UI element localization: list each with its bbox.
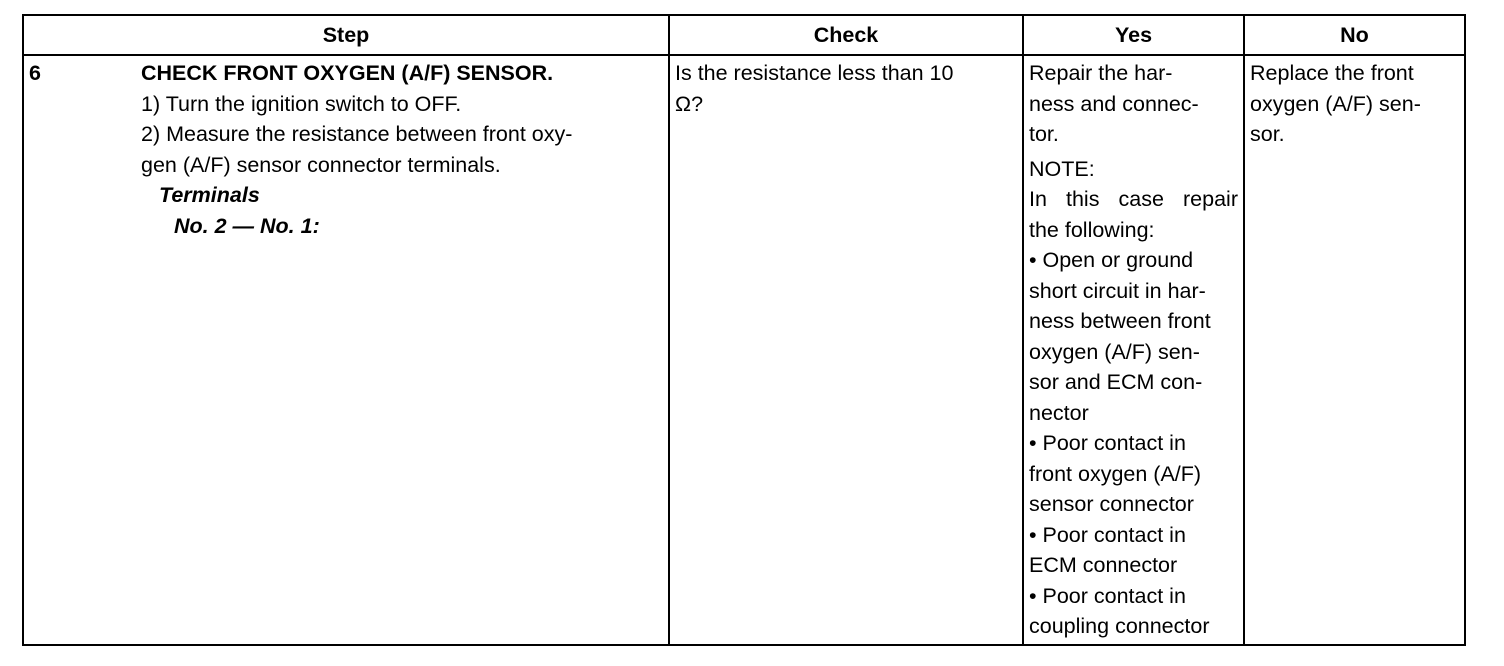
step-instruction-2b: gen (A/F) sensor connector terminals. <box>141 152 501 177</box>
header-check: Check <box>669 15 1023 55</box>
step-instruction-2a: 2) Measure the resistance between front oxy- <box>141 122 573 146</box>
no-line: oxygen (A/F) sen- <box>1250 91 1421 116</box>
check-cell <box>669 55 1023 645</box>
note-line: • Poor contact in <box>1029 431 1186 455</box>
note-line: In this case repair <box>1029 187 1238 211</box>
no-cell <box>1244 55 1465 645</box>
diagnostic-table <box>22 14 1466 646</box>
yes-line: Repair the har- <box>1029 61 1173 85</box>
note-line: nector <box>1029 400 1089 425</box>
no-line: Replace the front <box>1250 61 1414 85</box>
table-row <box>23 55 1465 645</box>
note-line: sor and ECM con- <box>1029 370 1203 394</box>
step-number: 6 <box>29 61 41 85</box>
header-no: No <box>1244 15 1465 55</box>
note-line: • Poor contact in <box>1029 522 1186 547</box>
header-yes: Yes <box>1023 15 1244 55</box>
note-line: oxygen (A/F) sen- <box>1029 339 1200 364</box>
step-instruction-1: 1) Turn the ignition switch to OFF. <box>141 91 462 116</box>
note-line: ness between front <box>1029 309 1211 333</box>
terminals-label: Terminals <box>159 183 260 207</box>
note-line: coupling connector <box>1029 614 1210 638</box>
note-line: • Poor contact in <box>1029 583 1186 608</box>
header-step: Step <box>23 15 669 55</box>
note-line: the following: <box>1029 217 1155 242</box>
check-line-1: Is the resistance less than 10 <box>675 61 954 85</box>
terminals-value: No. 2 — No. 1: <box>174 213 320 238</box>
note-line: • Open or ground <box>1029 248 1194 272</box>
yes-line: tor. <box>1029 122 1059 146</box>
note-line: short circuit in har- <box>1029 278 1206 303</box>
check-line-2: Ω? <box>675 91 704 116</box>
note-line: ECM connector <box>1029 553 1178 577</box>
yes-cell <box>1023 55 1244 645</box>
note-line: front oxygen (A/F) <box>1029 461 1202 486</box>
step-body <box>141 58 659 241</box>
note-label: NOTE: <box>1029 156 1095 181</box>
note-line: sensor connector <box>1029 492 1194 516</box>
step-cell <box>23 55 669 645</box>
step-title: CHECK FRONT OXYGEN (A/F) SENSOR. <box>141 61 554 85</box>
yes-line: ness and connec- <box>1029 91 1199 116</box>
header-row <box>23 15 1465 55</box>
no-line: sor. <box>1250 122 1285 146</box>
